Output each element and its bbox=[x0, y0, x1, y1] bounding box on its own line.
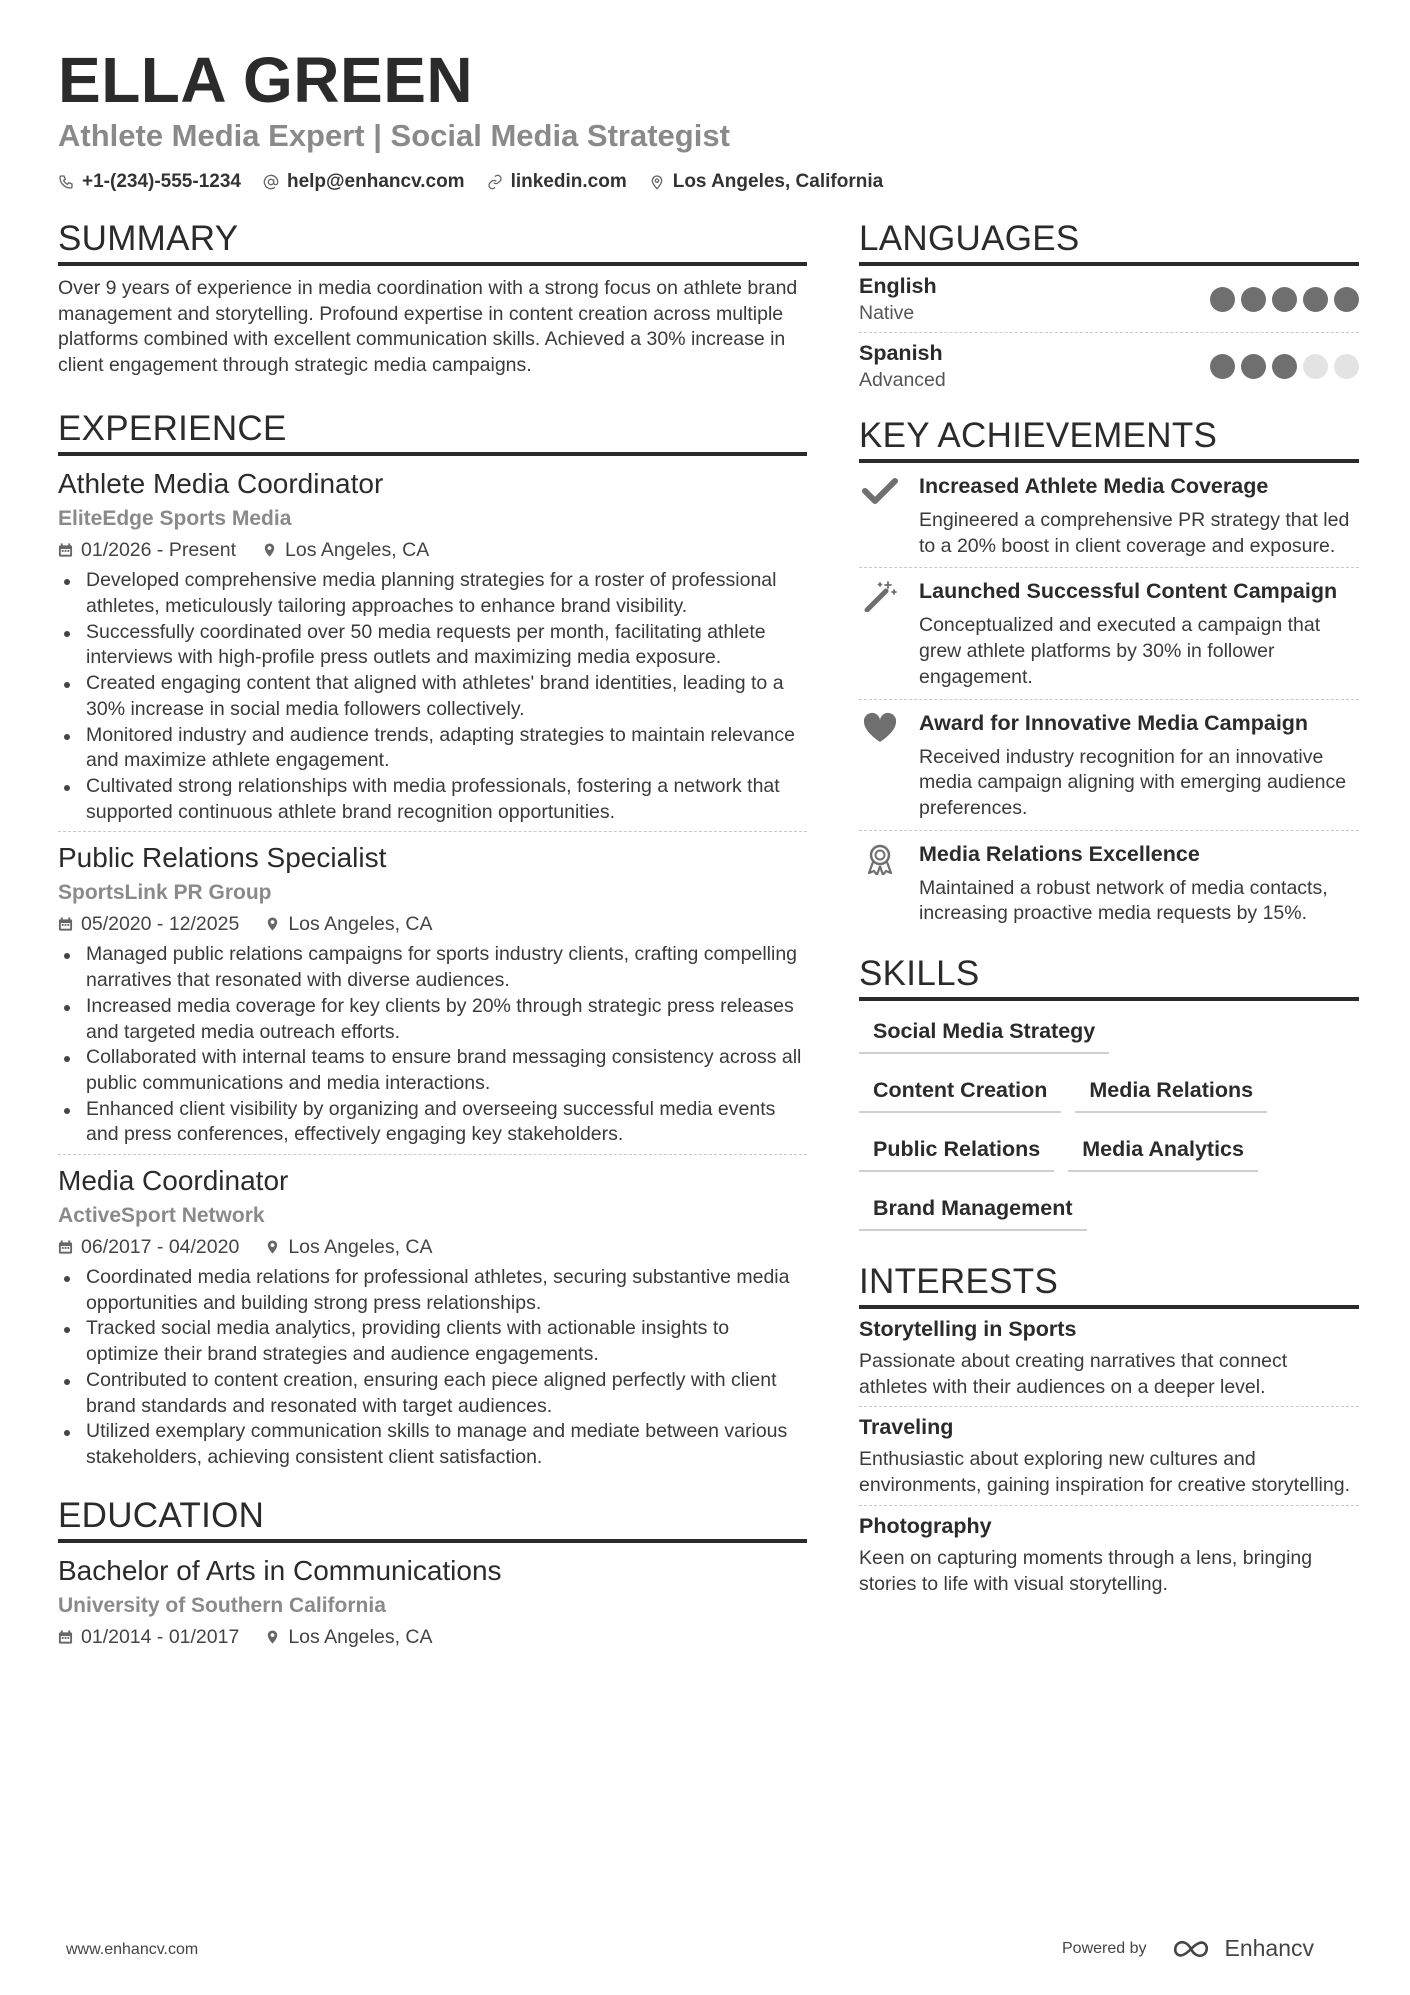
location-pin-icon bbox=[262, 542, 277, 558]
company-name: EliteEdge Sports Media bbox=[58, 507, 292, 531]
right-column bbox=[859, 218, 1359, 1603]
linkedin-text: linkedin.com bbox=[510, 171, 627, 192]
role-title: Media Coordinator bbox=[58, 1165, 289, 1197]
skill-tag: Media Analytics bbox=[1068, 1135, 1258, 1172]
rating-dot-filled bbox=[1334, 287, 1359, 312]
interest-title: Traveling bbox=[859, 1415, 954, 1440]
role-bullets bbox=[58, 942, 807, 1148]
bullet-item: Cultivated strong relationships with media professionals, fostering a network that supported continuous athlete brand recognition opportunities. bbox=[58, 774, 807, 825]
bullet-item: Enhanced client visibility by organizing and overseeing successful media events and press conferences, effectively engaging key stakeholders. bbox=[58, 1097, 807, 1148]
interests-title: INTERESTS bbox=[859, 1261, 1359, 1309]
role-title: Athlete Media Coordinator bbox=[58, 468, 384, 500]
interests-section bbox=[859, 1261, 1359, 1603]
languages-title: LANGUAGES bbox=[859, 218, 1359, 266]
language-level: Advanced bbox=[859, 369, 946, 391]
contact-bar bbox=[58, 168, 883, 196]
rating-dot-filled bbox=[1210, 287, 1235, 312]
role-meta bbox=[58, 910, 807, 938]
achievements-section bbox=[859, 415, 1359, 935]
languages-section bbox=[859, 218, 1359, 399]
calendar-icon bbox=[58, 1239, 73, 1255]
company-name: SportsLink PR Group bbox=[58, 881, 272, 905]
education-entry bbox=[58, 1543, 807, 1651]
enhancv-logo-icon bbox=[1171, 1937, 1217, 1961]
experience-section bbox=[58, 408, 807, 1470]
rating-dot-filled bbox=[1272, 354, 1297, 379]
brand-name: Enhancv bbox=[1224, 1935, 1315, 1961]
role-bullets bbox=[58, 1265, 807, 1471]
skill-tag: Media Relations bbox=[1075, 1076, 1267, 1113]
powered-by-label: Powered by bbox=[1062, 1939, 1147, 1957]
rating-dot-filled bbox=[1272, 287, 1297, 312]
achievement-title: Increased Athlete Media Coverage bbox=[919, 474, 1269, 498]
contact-location bbox=[649, 171, 883, 193]
rating-dot-filled bbox=[1241, 354, 1266, 379]
email-text: help@enhancv.com bbox=[286, 171, 465, 192]
skill-tag: Content Creation bbox=[859, 1076, 1061, 1113]
bullet-item: Developed comprehensive media planning strategies for a roster of professional athletes, meticulously tailoring approaches to enhance brand visibility. bbox=[58, 568, 807, 619]
school-name: University of Southern California bbox=[58, 1593, 386, 1617]
summary-section bbox=[58, 218, 807, 378]
calendar-icon bbox=[58, 916, 73, 932]
achievement-entry bbox=[859, 463, 1359, 567]
location-text: Los Angeles, California bbox=[672, 171, 884, 192]
phone-text: +1-(234)-555-1234 bbox=[82, 171, 241, 192]
bullet-item: Contributed to content creation, ensuring each piece aligned perfectly with client brand standards and resonated with target audiences. bbox=[58, 1368, 807, 1419]
language-rating bbox=[1210, 287, 1359, 312]
bullet-item: Utilized exemplary communication skills to manage and mediate between various stakeholders, achieving consistent client satisfaction. bbox=[58, 1419, 807, 1470]
magic-wand-icon bbox=[862, 580, 898, 612]
achievement-entry bbox=[859, 830, 1359, 935]
bullet-item: Managed public relations campaigns for sports industry clients, crafting compelling narratives that resonated with diverse audiences. bbox=[58, 942, 807, 993]
skills-list bbox=[859, 1017, 1359, 1231]
link-icon bbox=[487, 174, 503, 190]
experience-title: EXPERIENCE bbox=[58, 408, 807, 456]
language-entry bbox=[859, 332, 1359, 399]
interest-desc: Enthusiastic about exploring new cultures and environments, gaining inspiration for creative storytelling. bbox=[859, 1448, 1350, 1497]
education-section bbox=[58, 1495, 807, 1651]
role-dates: 06/2017 - 04/2020 bbox=[81, 1236, 240, 1259]
bullet-item: Coordinated media relations for professional athletes, securing substantive media opportunities and building strong press relationships. bbox=[58, 1265, 807, 1316]
skill-tag: Brand Management bbox=[859, 1194, 1087, 1231]
degree-title: Bachelor of Arts in Communications bbox=[58, 1554, 502, 1586]
skills-section bbox=[859, 953, 1359, 1231]
rating-dot-filled bbox=[1241, 287, 1266, 312]
skill-tag: Public Relations bbox=[859, 1135, 1054, 1172]
heart-icon bbox=[862, 712, 898, 744]
award-ribbon-icon bbox=[862, 843, 898, 875]
rating-dot-empty bbox=[1334, 354, 1359, 379]
bullet-item: Increased media coverage for key clients by 20% through strategic press releases and targeted media outreach efforts. bbox=[58, 994, 807, 1045]
location-pin-icon bbox=[265, 916, 280, 932]
bullet-item: Collaborated with internal teams to ensure brand messaging consistency across all public communications and media interactions. bbox=[58, 1045, 807, 1096]
role-location: Los Angeles, CA bbox=[288, 1236, 433, 1259]
skill-tag: Social Media Strategy bbox=[859, 1017, 1109, 1054]
education-meta bbox=[58, 1623, 807, 1651]
footer-website[interactable]: www.enhancv.com bbox=[66, 1941, 199, 1958]
contact-phone[interactable] bbox=[58, 171, 241, 193]
interest-entry bbox=[859, 1505, 1359, 1603]
location-pin-icon bbox=[265, 1629, 280, 1645]
candidate-name: ELLA GREEN bbox=[58, 44, 474, 116]
role-meta bbox=[58, 536, 807, 564]
location-pin-icon bbox=[649, 174, 665, 190]
role-title: Public Relations Specialist bbox=[58, 842, 387, 874]
interest-desc: Passionate about creating narratives that connect athletes with their audiences on a deeper level. bbox=[859, 1350, 1288, 1398]
bullet-item: Successfully coordinated over 50 media requests per month, facilitating athlete interviews with high-profile press outlets and maximizing media exposure. bbox=[58, 620, 807, 671]
experience-entry bbox=[58, 456, 807, 825]
interest-entry bbox=[859, 1309, 1359, 1406]
achievement-desc: Received industry recognition for an innovative media campaign aligning with emerging audience preferences. bbox=[919, 745, 1347, 819]
role-meta bbox=[58, 1233, 807, 1261]
language-level: Native bbox=[859, 302, 915, 324]
language-rating bbox=[1210, 354, 1359, 379]
bullet-item: Tracked social media analytics, providing clients with actionable insights to optimize their brand strategies and audience engagements. bbox=[58, 1316, 807, 1367]
footer-branding bbox=[1062, 1935, 1314, 1962]
interest-entry bbox=[859, 1406, 1359, 1504]
location-pin-icon bbox=[265, 1239, 280, 1255]
enhancv-logo[interactable] bbox=[1171, 1935, 1315, 1962]
interest-desc: Keen on capturing moments through a lens, bringing stories to life with visual storytelling. bbox=[859, 1546, 1313, 1595]
education-title: EDUCATION bbox=[58, 1495, 807, 1543]
achievement-entry bbox=[859, 699, 1359, 830]
achievement-desc: Conceptualized and executed a campaign that grew athlete platforms by 30% in follower engagement. bbox=[919, 614, 1321, 688]
contact-email[interactable] bbox=[263, 171, 465, 193]
candidate-headline: Athlete Media Expert | Social Media Strategist bbox=[58, 118, 730, 153]
language-entry bbox=[859, 266, 1359, 332]
achievement-title: Media Relations Excellence bbox=[919, 841, 1200, 866]
language-name: Spanish bbox=[859, 341, 943, 365]
achievement-desc: Maintained a robust network of media contacts, increasing proactive media requests by 15%. bbox=[919, 876, 1328, 925]
company-name: ActiveSport Network bbox=[58, 1204, 265, 1228]
rating-dot-empty bbox=[1303, 354, 1328, 379]
rating-dot-filled bbox=[1303, 287, 1328, 312]
achievement-title: Award for Innovative Media Campaign bbox=[919, 710, 1309, 735]
achievements-title: KEY ACHIEVEMENTS bbox=[859, 415, 1359, 463]
role-dates: 05/2020 - 12/2025 bbox=[81, 913, 240, 936]
education-dates: 01/2014 - 01/2017 bbox=[81, 1625, 240, 1648]
phone-icon bbox=[58, 174, 74, 190]
calendar-icon bbox=[58, 1629, 73, 1645]
education-location: Los Angeles, CA bbox=[288, 1625, 433, 1648]
checkmark-icon bbox=[862, 475, 898, 507]
calendar-icon bbox=[58, 542, 73, 558]
contact-linkedin[interactable] bbox=[487, 171, 627, 193]
role-location: Los Angeles, CA bbox=[288, 913, 433, 936]
summary-text: Over 9 years of experience in media coordination with a strong focus on athlete brand management and storytelling. Profound expertise in content creation across multiple platforms combined with excellent communication skills. Achieved a 30% increase in client engagement through strategic media campaigns. bbox=[58, 277, 798, 376]
summary-title: SUMMARY bbox=[58, 218, 807, 266]
at-icon bbox=[263, 174, 279, 190]
language-name: English bbox=[859, 274, 937, 298]
role-bullets bbox=[58, 568, 807, 825]
experience-entry bbox=[58, 1154, 807, 1471]
achievement-title: Launched Successful Content Campaign bbox=[919, 579, 1338, 604]
role-location: Los Angeles, CA bbox=[285, 539, 430, 562]
bullet-item: Created engaging content that aligned with athletes' brand identities, leading to a 30% increase in social media followers collectively. bbox=[58, 671, 807, 722]
role-dates: 01/2026 - Present bbox=[81, 539, 237, 562]
rating-dot-filled bbox=[1210, 354, 1235, 379]
bullet-item: Monitored industry and audience trends, adapting strategies to maintain relevance and maximize athlete engagement. bbox=[58, 723, 807, 774]
achievement-desc: Engineered a comprehensive PR strategy that led to a 20% boost in client coverage and exposure. bbox=[919, 509, 1350, 557]
interest-title: Photography bbox=[859, 1513, 992, 1538]
left-column bbox=[58, 218, 807, 1651]
skills-title: SKILLS bbox=[859, 953, 1359, 1001]
interest-title: Storytelling in Sports bbox=[859, 1317, 1077, 1342]
achievement-entry bbox=[859, 567, 1359, 698]
experience-entry bbox=[58, 831, 807, 1148]
